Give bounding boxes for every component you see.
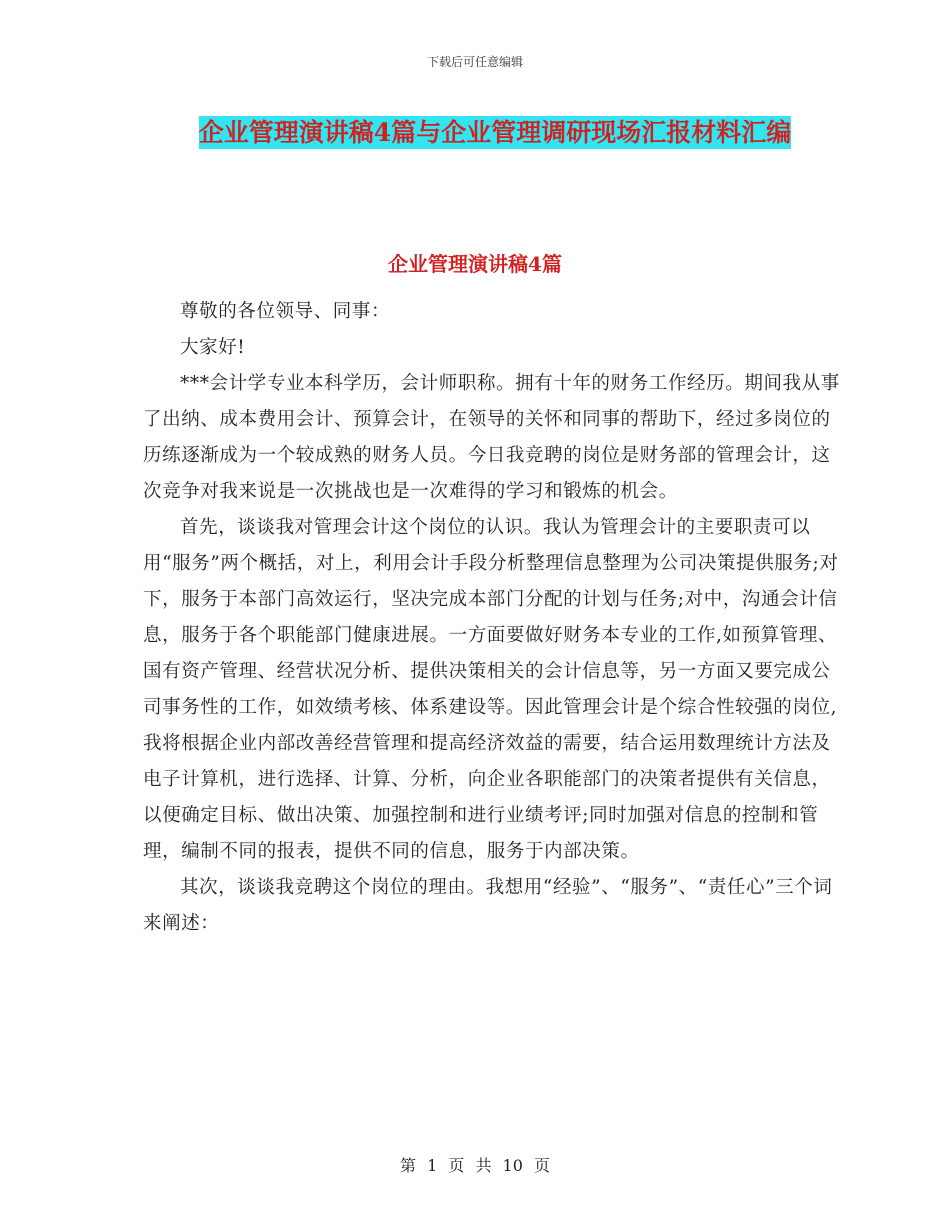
- paragraph-introduction: ***会计学专业本科学历，会计师职称。拥有十年的财务工作经历。期间我从事了出纳、成本费用会计、预算会计，在领导的关怀和同事的帮助下，经过多岗位的历练逐渐成为一个较成熟的财务人员。今日我竞聘的岗位是财务部的管理会计，这次竞争对我来说是一次挑战也是一次难得的学习和锻炼的机会。: [143, 373, 840, 502]
- document-title-text: 企业管理演讲稿4篇与企业管理调研现场汇报材料汇编: [198, 118, 792, 147]
- document-body: [143, 294, 843, 942]
- paragraph-role-understanding: 首先，谈谈我对管理会计这个岗位的认识。我认为管理会计的主要职责可以用“服务”两个概括，对上，利用会计手段分析整理信息整理为公司决策提供服务;对下，服务于本部门高效运行，坚决完成本部门分配的计划与任务;对中，沟通会计信息，服务于各个职能部门健康进展。一方面要做好财务本专业的工作,如预算管理、国有资产管理、经营状况分析、提供决策相关的会计信息等，另一方面又要完成公司事务性的工作，如效绩考核、体系建设等。因此管理会计是个综合性较强的岗位,我将根据企业内部改善经营管理和提高经济效益的需要，结合运用数理统计方法及电子计算机，进行选择、计算、分析，向企业各职能部门的决策者提供有关信息，以便确定目标、做出决策、加强控制和进行业绩考评;同时加强对信息的控制和管理，编制不同的报表，提供不同的信息，服务于内部决策。: [143, 517, 839, 862]
- section-title: 企业管理演讲稿4篇: [388, 252, 562, 276]
- document-title: [150, 110, 840, 156]
- paragraph-greeting: 大家好!: [180, 337, 246, 358]
- paragraph-salutation: 尊敬的各位领导、同事：: [180, 301, 391, 322]
- paragraph-reasons: 其次，谈谈我竞聘这个岗位的理由。我想用“经验”、“服务”、“责任心”三个词来阐述：: [143, 877, 833, 934]
- page-footer: 第 1 页 共 10 页: [400, 1156, 550, 1175]
- page-header-note: 下载后可任意编辑: [426, 55, 523, 69]
